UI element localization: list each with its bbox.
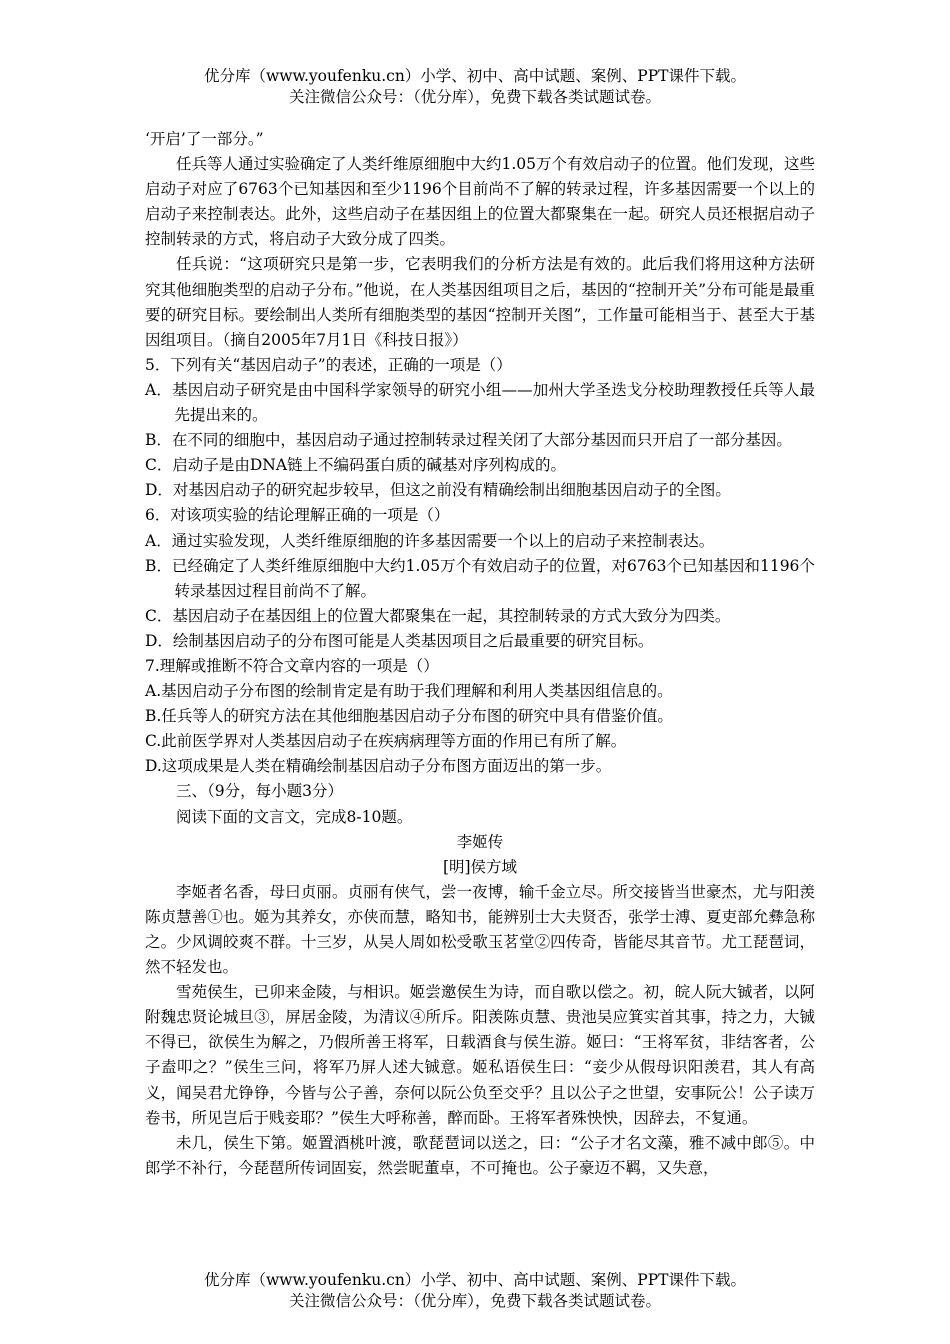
question-7-option-a: A.基因启动子分布图的绘制肯定是有助于我们理解和利用人类基因组信息的。 [145,682,673,701]
section-3-heading: 三、（9分，每小题3分） [176,782,343,801]
question-5-option-b: B．在不同的细胞中，基因启动子通过控制转录过程关闭了大部分基因而只开启了一部分基因。 [145,431,792,450]
header-line-2: 关注微信公众号：（优分库），免费下载各类试题试卷。 [288,88,661,106]
classical-text-author: [明]侯方域 [442,857,518,876]
page-header [0,66,950,108]
section-3-instruction: 阅读下面的文言文，完成8-10题。 [176,807,413,826]
classical-text-paragraph-2: 雪苑侯生，已卯来金陵，与相识。姬尝邀侯生为诗，而自歌以偿之。初，皖人阮大铖者，以阿附魏忠贤论城旦③，屏居金陵，为清议④所斥。阳羡陈贞慧、贵池吴应箕实首其事，持之力，大铖不得已，欲侯生为解之，乃假所善王将军，日载酒食与侯生游。姬曰：“王将军贫，非结客者，公子盍叩之？”侯生三问，将军乃屏人述大铖意。姬私语侯生曰：“妾少从假母识阳羡君，其人有高义，闻吴君尤铮铮，今皆与公子善，奈何以阮公负至交乎？且以公子之世望，安事阮公！公子读万卷书，所见岂后于贱妾耶？”侯生大呼称善，醉而卧。王将军者殊怏怏，因辞去，不复通。 [145,983,815,1127]
passage-paragraph-0: ‘开启’了一部分。” [145,130,264,148]
passage-paragraph-2: 任兵说：“这项研究只是第一步，它表明我们的分析方法是有效的。此后我们将用这种方法研究其他细胞类型的启动子分布。”他说，在人类基因组项目之后，基因的“控制开关”分布可能是最重要的研究目标。要绘制出人类所有细胞类型的基因“控制开关图”，工作量可能相当于、甚至大于基因组项目。（摘自2005年7月1日《科技日报》） [145,255,815,349]
question-7-option-c: C.此前医学界对人类基因启动子在疾病病理等方面的作用已有所了解。 [145,732,627,751]
page-footer [0,1270,950,1312]
passage-paragraph-1: 任兵等人通过实验确定了人类纤维原细胞中大约1.05万个有效启动子的位置。他们发现，这些启动子对应了6763个已知基因和至少1196个目前尚不了解的转录过程，许多基因需要一个以上的启动子来控制表达。此外，这些启动子在基因组上的位置大都聚集在一起。研究人员还根据启动子控制转录的方式，将启动子大致分成了四类。 [145,155,816,249]
question-5-option-a: A．基因启动子研究是由中国科学家领导的研究小组——加州大学圣迭戈分校助理教授任兵等人最先提出来的。 [145,380,815,425]
footer-line-2: 关注微信公众号：（优分库），免费下载各类试题试卷。 [288,1292,661,1310]
classical-text-title: 李姬传 [456,832,504,851]
question-5-option-c: C．启动子是由DNA链上不编码蛋白质的碱基对序列构成的。 [145,456,567,475]
header-line-1: 优分库（www.youfenku.cn）小学、初中、高中试题、案例、PPT课件下载。 [203,67,747,85]
question-7-stem: 7.理解或推断不符合文章内容的一项是（） [145,656,439,675]
classical-text-paragraph-1: 李姬者名香，母曰贞丽。贞丽有侠气，尝一夜博，输千金立尽。所交接皆当世豪杰，尤与阳羡陈贞慧善①也。姬为其养女，亦侠而慧，略知书，能辨别士大夫贤否，张学士溥、夏吏部允彝急称之。少风调皎爽不群。十三岁，从吴人周如松受歌玉茗堂②四传奇，皆能尽其音节。尤工琵琶词，然不轻发也。 [145,882,815,977]
footer-line-1: 优分库（www.youfenku.cn）小学、初中、高中试题、案例、PPT课件下载。 [203,1271,747,1289]
document-body [145,127,815,1181]
question-6-option-b: B．已经确定了人类纤维原细胞中大约1.05万个有效启动子的位置，对6763个已知基因和1196个转录基因过程目前尚不了解。 [145,556,815,600]
question-6-option-a: A．通过实验发现，人类纤维原细胞的许多基因需要一个以上的启动子来控制表达。 [145,531,715,550]
question-7-option-d: D.这项成果是人类在精确绘制基因启动子分布图方面迈出的第一步。 [145,757,612,776]
question-5-stem: 5．下列有关“基因启动子”的表述，正确的一项是（） [145,355,512,374]
question-6-option-c: C．基因启动子在基因组上的位置大都聚集在一起，其控制转录的方式大致分为四类。 [145,606,731,625]
question-6-stem: 6．对该项实验的结论理解正确的一项是（） [145,506,450,525]
classical-text-paragraph-3: 未几，侯生下第。姬置酒桃叶渡，歌琵琶词以送之，曰：“公子才名文藻，雅不减中郎⑤。中郎学不补行，今琵琶所传词固妄，然尝昵董卓，不可掩也。公子豪迈不羁，又失意， [145,1133,815,1177]
question-5-option-d: D．对基因启动子的研究起步较早，但这之前没有精确绘制出细胞基因启动子的全图。 [145,481,731,500]
question-7-option-b: B.任兵等人的研究方法在其他细胞基因启动子分布图的研究中具有借鉴价值。 [145,707,673,726]
question-6-option-d: D．绘制基因启动子的分布图可能是人类基因项目之后最重要的研究目标。 [145,631,654,650]
